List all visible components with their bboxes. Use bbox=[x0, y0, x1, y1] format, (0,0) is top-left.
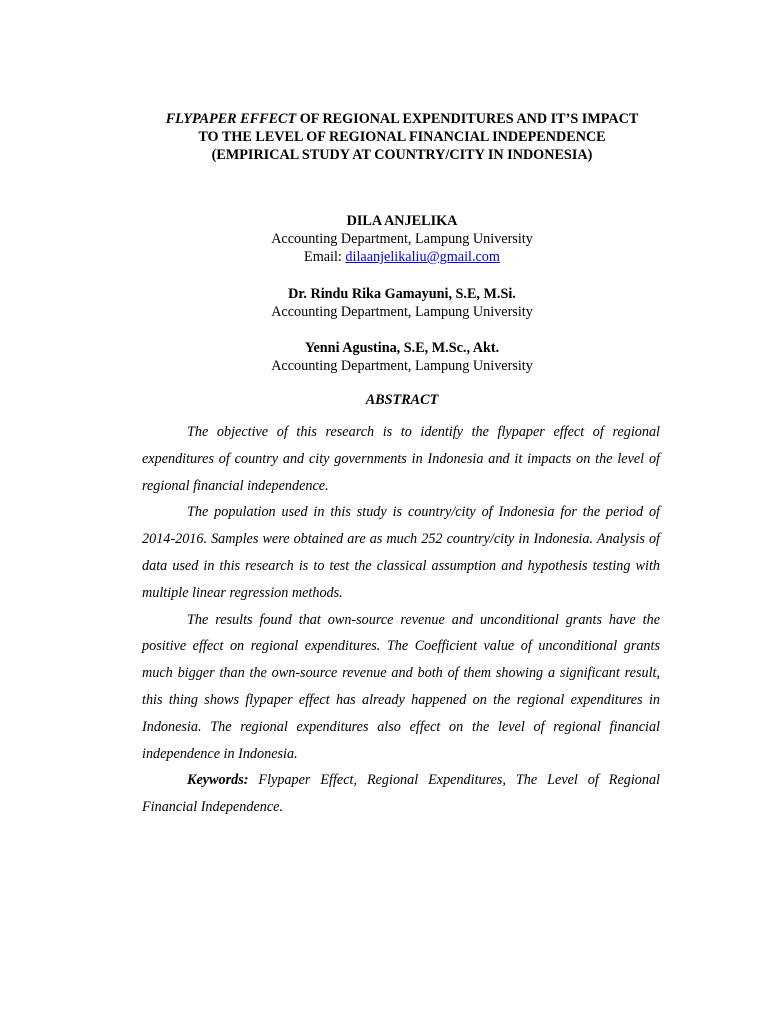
title-italic-term: FLYPAPER EFFECT bbox=[165, 111, 297, 127]
title-line-1-rest: OF REGIONAL EXPENDITURES AND IT’S IMPACT bbox=[296, 111, 639, 127]
keywords-text: Flypaper Effect, Regional Expenditures, The Level of Regional Financial Independence. bbox=[142, 772, 660, 816]
author-affiliation: Accounting Department, Lampung University bbox=[271, 358, 533, 374]
author-affiliation: Accounting Department, Lampung University bbox=[271, 231, 533, 247]
author-name: DILA ANJELIKA bbox=[346, 213, 458, 229]
keywords-line bbox=[142, 767, 660, 821]
author-block-1 bbox=[100, 212, 704, 266]
author-name: Dr. Rindu Rika Gamayuni, S.E, M.Si. bbox=[288, 286, 516, 302]
email-label: Email: bbox=[304, 249, 346, 265]
title-line-3: (EMPIRICAL STUDY AT COUNTRY/CITY IN INDONESIA) bbox=[211, 147, 593, 163]
author-name: Yenni Agustina, S.E, M.Sc., Akt. bbox=[304, 340, 500, 356]
abstract-paragraph-3: The results found that own-source revenue and unconditional grants have the positive effect on regional expenditures. The Coefficient value of unconditional grants much bigger than the own-source revenue and both of them showing a significant result, this thing shows flypaper effect has already happened on the regional expenditures in Indonesia. The regional expenditures also effect on the level of regional financial independence in Indonesia. bbox=[142, 611, 660, 762]
author-affiliation: Accounting Department, Lampung University bbox=[271, 304, 533, 320]
title-line-2: TO THE LEVEL OF REGIONAL FINANCIAL INDEPENDENCE bbox=[198, 129, 606, 145]
author-block-3 bbox=[100, 339, 704, 375]
abstract-body bbox=[142, 419, 660, 821]
email-link[interactable]: dilaanjelikaliu@gmail.com bbox=[345, 249, 500, 265]
keywords-label: Keywords: bbox=[187, 772, 249, 789]
author-email-line bbox=[100, 248, 704, 266]
author-block-2 bbox=[100, 285, 704, 321]
title-line-1 bbox=[100, 110, 704, 128]
abstract-paragraph-1: The objective of this research is to identify the flypaper effect of regional expenditures of country and city governments in Indonesia and it impacts on the level of regional financial independence. bbox=[142, 424, 660, 494]
abstract-paragraph-2: The population used in this study is country/city of Indonesia for the period of 2014-2016. Samples were obtained are as much 252 country/city in Indonesia. Analysis of data used in this research is to test the classical assumption and hypothesis testing with multiple linear regression methods. bbox=[142, 504, 660, 601]
abstract-heading: ABSTRACT bbox=[365, 392, 439, 408]
paper-title bbox=[100, 110, 704, 164]
